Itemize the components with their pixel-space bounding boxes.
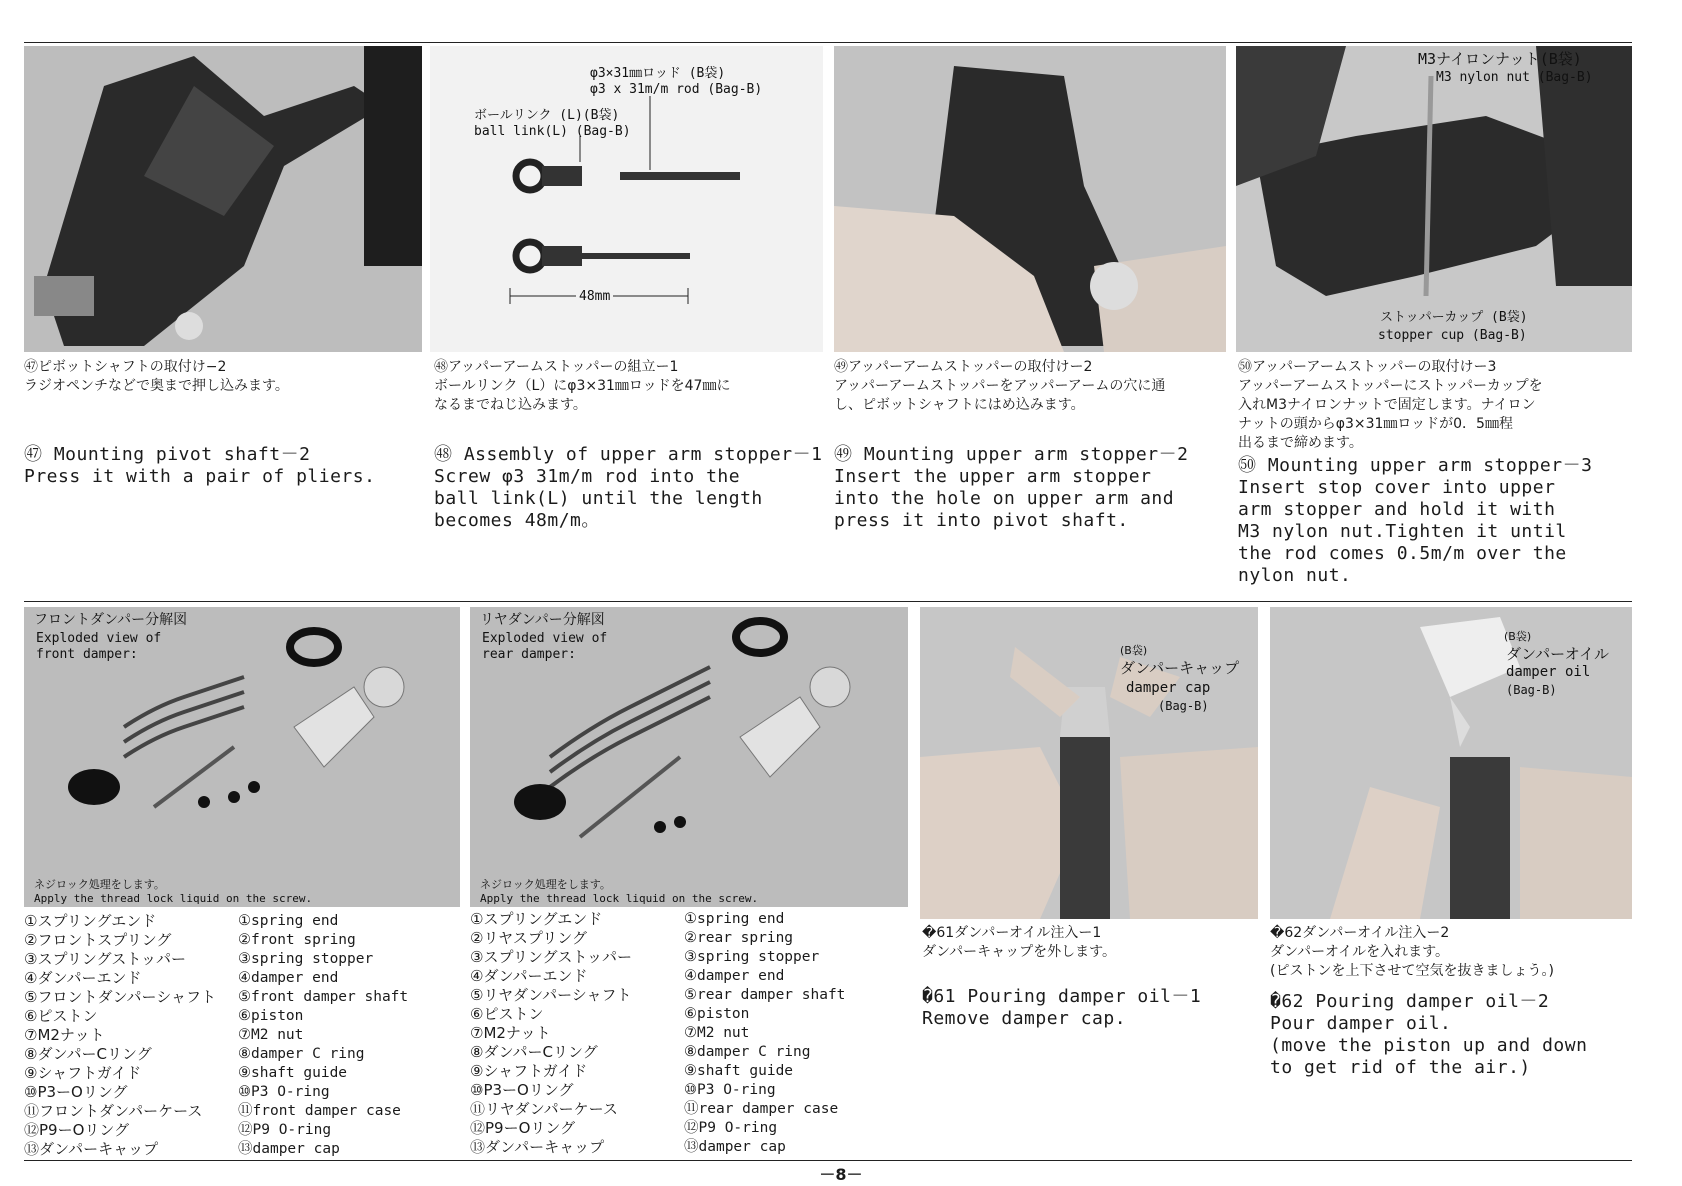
step-60-jp-title: ㊿アッパーアームストッパーの取付けー3	[1238, 359, 1497, 375]
step-60-en-body-1: Insert stop cover into upper	[1238, 477, 1556, 498]
callout-damper-cap-en: damper cap	[1126, 680, 1211, 696]
front-part-row	[24, 950, 408, 969]
front-part-en: ②front spring	[238, 932, 356, 948]
rear-damper-note-jp: ネジロック処理をします。	[480, 878, 611, 891]
rear-damper-title-en-2: rear damper:	[482, 647, 576, 662]
front-part-row	[24, 988, 408, 1007]
rear-damper-title-jp: リヤダンパー分解図	[480, 612, 605, 628]
rear-part-en: ⑦M2 nut	[684, 1025, 750, 1041]
rear-part-jp: ⑤リヤダンパーシャフト	[470, 986, 632, 1004]
rear-part-row	[470, 967, 845, 986]
front-part-jp: ④ダンパーエンド	[24, 969, 142, 987]
front-part-en: ⑨shaft guide	[238, 1065, 348, 1081]
rear-part-jp: ②リヤスプリング	[470, 929, 587, 947]
rear-damper-exploded-view	[470, 607, 908, 907]
rear-part-row	[470, 910, 845, 929]
callout-damper-cap-jp: ダンパーキャップ	[1120, 659, 1240, 677]
photo-step-58	[430, 46, 823, 352]
rear-part-jp: ⑧ダンパーCリング	[470, 1043, 598, 1061]
rear-damper-title-en-1: Exploded view of	[482, 631, 608, 646]
callout-nylon-jp: M3ナイロンナット(B袋)	[1418, 50, 1582, 68]
callout-rod-jp: φ3×31㎜ロッド (B袋)	[590, 66, 726, 81]
rear-part-row	[470, 1119, 845, 1138]
front-part-jp: ②フロントスプリング	[24, 931, 172, 949]
front-part-jp: ⑥ピストン	[24, 1007, 98, 1025]
front-damper-title-en-1: Exploded view of	[36, 631, 162, 646]
front-part-row	[24, 1102, 408, 1121]
rear-part-row	[470, 1138, 845, 1157]
front-damper-parts-list	[24, 912, 408, 1159]
front-part-row	[24, 1045, 408, 1064]
callout-balllink-en: ball link(L) (Bag-B)	[474, 124, 631, 139]
caption-step-59	[834, 358, 1188, 532]
front-part-en: ⑥piston	[238, 1008, 304, 1024]
step-59-en-title: ㊾ Mounting upper arm stopper－2	[834, 444, 1189, 465]
front-part-jp: ⑧ダンパーCリング	[24, 1045, 152, 1063]
rear-part-row	[470, 929, 845, 948]
rear-part-jp: ⑩P3ーOリング	[470, 1081, 574, 1099]
photo-step-61	[920, 607, 1258, 919]
front-part-row	[24, 931, 408, 950]
bottom-rule	[24, 1160, 1632, 1161]
front-part-row	[24, 969, 408, 988]
front-part-en: ⑫P9 O-ring	[238, 1122, 332, 1138]
front-damper-exploded-view	[24, 607, 460, 907]
callout-damper-oil-en: damper oil	[1506, 664, 1591, 680]
step-60-jp-body-3: ナットの頭からφ3×31㎜ロッドが0．5㎜程	[1238, 416, 1513, 432]
rear-part-row	[470, 1062, 845, 1081]
rear-damper-note-en: Apply the thread lock liquid on the screw.	[480, 892, 759, 905]
rear-part-row	[470, 1100, 845, 1119]
step-60-jp-body-2: 入れM3ナイロンナットで固定します。ナイロン	[1238, 397, 1536, 413]
step-60-en-body-4: the rod comes 0.5m/m over the	[1238, 543, 1567, 564]
step-58-jp-body-2: なるまでねじ込みます。	[434, 397, 587, 413]
callout-stopper-jp: ストッパーカップ (B袋)	[1380, 310, 1528, 325]
step-60-en-body-2: arm stopper and hold it with	[1238, 499, 1556, 520]
step-59-en-body-3: press it into pivot shaft.	[834, 510, 1129, 531]
caption-step-61	[922, 924, 1201, 1030]
front-part-en: ⑤front damper shaft	[238, 989, 409, 1005]
front-damper-note-jp: ネジロック処理をします。	[34, 878, 165, 891]
callout-damper-oil-jp: ダンパーオイル	[1506, 645, 1610, 663]
rear-part-row	[470, 1043, 845, 1062]
front-part-row	[24, 1083, 408, 1102]
step-62-jp-body-2: (ピストンを上下させて空気を抜きましょう。)	[1270, 963, 1554, 979]
rear-part-en: ④damper end	[684, 968, 785, 984]
step-57-en-body: Press it with a pair of pliers.	[24, 466, 376, 487]
front-part-row	[24, 1121, 408, 1140]
front-part-jp: ⑦M2ナット	[24, 1026, 105, 1044]
photo-step-59	[834, 46, 1226, 352]
front-part-en: ③spring stopper	[238, 951, 374, 967]
step-60-jp-body-1: アッパーアームストッパーにストッパーカップを	[1238, 378, 1543, 394]
step-61-jp-body: ダンパーキャップを外します。	[922, 944, 1117, 960]
front-part-jp: ⑩P3ーOリング	[24, 1083, 128, 1101]
step-57-jp-title: ㊼ピボットシャフトの取付け−2	[24, 359, 227, 375]
front-part-jp: ⑨シャフトガイド	[24, 1064, 142, 1082]
front-damper-title-en-2: front damper:	[36, 647, 138, 662]
front-part-en: ⑪front damper case	[238, 1103, 401, 1119]
callout-damper-cap-bag-en: (Bag-B)	[1158, 699, 1209, 713]
callout-damper-oil-bag: (B袋)	[1504, 630, 1532, 643]
front-part-row	[24, 1064, 408, 1083]
front-part-jp: ⑬ダンパーキャップ	[24, 1140, 159, 1158]
rear-part-en: ⑬damper cap	[684, 1139, 786, 1155]
rear-part-jp: ⑫P9ーOリング	[470, 1119, 576, 1137]
rear-part-jp: ⑪リヤダンパーケース	[470, 1100, 618, 1118]
caption-step-60	[1238, 358, 1592, 587]
front-part-jp: ⑪フロントダンパーケース	[24, 1102, 203, 1120]
rear-part-jp: ⑬ダンパーキャップ	[470, 1138, 605, 1156]
front-part-row	[24, 1007, 408, 1026]
rear-part-row	[470, 986, 845, 1005]
rear-part-en: ⑫P9 O-ring	[684, 1120, 778, 1136]
step-60-en-body-3: M3 nylon nut.Tighten it until	[1238, 521, 1567, 542]
front-part-en: ①spring end	[238, 913, 339, 929]
step-62-en-title: �62 Pouring damper oil－2	[1270, 991, 1550, 1012]
page-number: －8－	[819, 1165, 863, 1184]
rear-part-jp: ⑨シャフトガイド	[470, 1062, 588, 1080]
rear-part-jp: ④ダンパーエンド	[470, 967, 588, 985]
rear-part-jp: ①スプリングエンド	[470, 910, 603, 928]
callout-damper-oil-bag-en: (Bag-B)	[1506, 683, 1557, 697]
step-59-jp-body-1: アッパーアームストッパーをアッパーアームの穴に通	[834, 378, 1166, 394]
photo-step-57	[24, 46, 422, 352]
callout-dimension: 48mm	[576, 289, 613, 304]
step-58-en-body-2: ball link(L) until the length	[434, 488, 763, 509]
front-part-jp: ③スプリングストッパー	[24, 950, 186, 968]
step-59-jp-body-2: し、ピボットシャフトにはめ込みます。	[834, 397, 1085, 413]
front-part-row	[24, 1026, 408, 1045]
photo-step-62	[1270, 607, 1632, 919]
rear-part-en: ⑨shaft guide	[684, 1063, 794, 1079]
step-57-en-title: ㊼ Mounting pivot shaft－2	[24, 444, 311, 465]
front-part-row	[24, 1140, 408, 1159]
front-part-row	[24, 912, 408, 931]
front-part-en: ⑬damper cap	[238, 1141, 340, 1157]
step-59-en-body-2: into the hole on upper arm and	[834, 488, 1175, 509]
rear-part-en: ⑪rear damper case	[684, 1101, 839, 1117]
rear-part-en: ⑤rear damper shaft	[684, 987, 846, 1003]
front-part-en: ⑦M2 nut	[238, 1027, 304, 1043]
step-58-jp-title: ㊽アッパーアームストッパーの組立ー1	[434, 359, 679, 375]
caption-step-57	[24, 358, 375, 488]
front-part-en: ⑩P3 O-ring	[238, 1084, 330, 1100]
rear-part-jp: ⑥ピストン	[470, 1005, 544, 1023]
step-58-en-body-3: becomes 48m/m。	[434, 510, 600, 531]
step-61-en-title: �61 Pouring damper oil－1	[922, 986, 1202, 1007]
callout-rod-en: φ3 x 31m/m rod (Bag-B)	[590, 82, 763, 97]
rear-part-jp: ③スプリングストッパー	[470, 948, 632, 966]
step-62-en-body-2: (move the piston up and down	[1270, 1035, 1588, 1056]
step-61-jp-title: �61ダンパーオイル注入ー1	[922, 925, 1102, 941]
front-damper-note-en: Apply the thread lock liquid on the screw.	[34, 892, 313, 905]
rear-part-en: ①spring end	[684, 911, 785, 927]
rear-part-row	[470, 948, 845, 967]
callout-damper-cap-bag: (B袋)	[1120, 644, 1148, 657]
callout-stopper-en: stopper cup (Bag-B)	[1378, 328, 1527, 343]
caption-step-62	[1270, 924, 1587, 1079]
front-damper-title-jp: フロントダンパー分解図	[34, 612, 188, 628]
rear-part-row	[470, 1005, 845, 1024]
rear-part-row	[470, 1081, 845, 1100]
rear-part-en: ⑧damper C ring	[684, 1044, 811, 1060]
rear-part-en: ②rear spring	[684, 930, 794, 946]
front-part-jp: ①スプリングエンド	[24, 912, 157, 930]
step-57-jp-body: ラジオペンチなどで奥まで押し込みます。	[24, 378, 289, 394]
step-58-en-body-1: Screw φ3 31m/m rod into the	[434, 466, 741, 487]
front-part-en: ⑧damper C ring	[238, 1046, 365, 1062]
step-58-en-title: ㊽ Assembly of upper arm stopper－1	[434, 444, 823, 465]
rear-part-jp: ⑦M2ナット	[470, 1024, 551, 1042]
step-62-en-body-3: to get rid of the air.)	[1270, 1057, 1531, 1078]
step-58-jp-body-1: ボールリンク（L）にφ3×31㎜ロッドを47㎜に	[434, 378, 731, 394]
front-part-jp: ⑫P9ーOリング	[24, 1121, 130, 1139]
caption-step-58	[434, 358, 822, 532]
rear-part-row	[470, 1024, 845, 1043]
step-59-jp-title: ㊾アッパーアームストッパーの取付けー2	[834, 359, 1093, 375]
step-59-en-body-1: Insert the upper arm stopper	[834, 466, 1152, 487]
rear-part-en: ⑩P3 O-ring	[684, 1082, 776, 1098]
step-62-jp-title: �62ダンパーオイル注入ー2	[1270, 925, 1450, 941]
front-part-jp: ⑤フロントダンパーシャフト	[24, 988, 216, 1006]
middle-rule	[24, 601, 1632, 602]
step-62-jp-body-1: ダンパーオイルを入れます。	[1270, 944, 1450, 960]
callout-balllink-jp: ボールリンク (L)(B袋)	[474, 108, 620, 123]
top-rule	[24, 42, 1632, 43]
step-62-en-body-1: Pour damper oil.	[1270, 1013, 1452, 1034]
step-60-en-body-5: nylon nut.	[1238, 565, 1352, 586]
rear-part-en: ③spring stopper	[684, 949, 820, 965]
photo-step-60	[1236, 46, 1632, 352]
front-part-en: ④damper end	[238, 970, 339, 986]
rear-part-en: ⑥piston	[684, 1006, 750, 1022]
step-61-en-body: Remove damper cap.	[922, 1008, 1127, 1029]
rear-damper-parts-list	[470, 910, 845, 1157]
callout-nylon-en: M3 nylon nut (Bag-B)	[1436, 70, 1593, 85]
step-60-en-title: ㊿ Mounting upper arm stopper－3	[1238, 455, 1593, 476]
step-60-jp-body-4: 出るまで締めます。	[1238, 435, 1363, 451]
